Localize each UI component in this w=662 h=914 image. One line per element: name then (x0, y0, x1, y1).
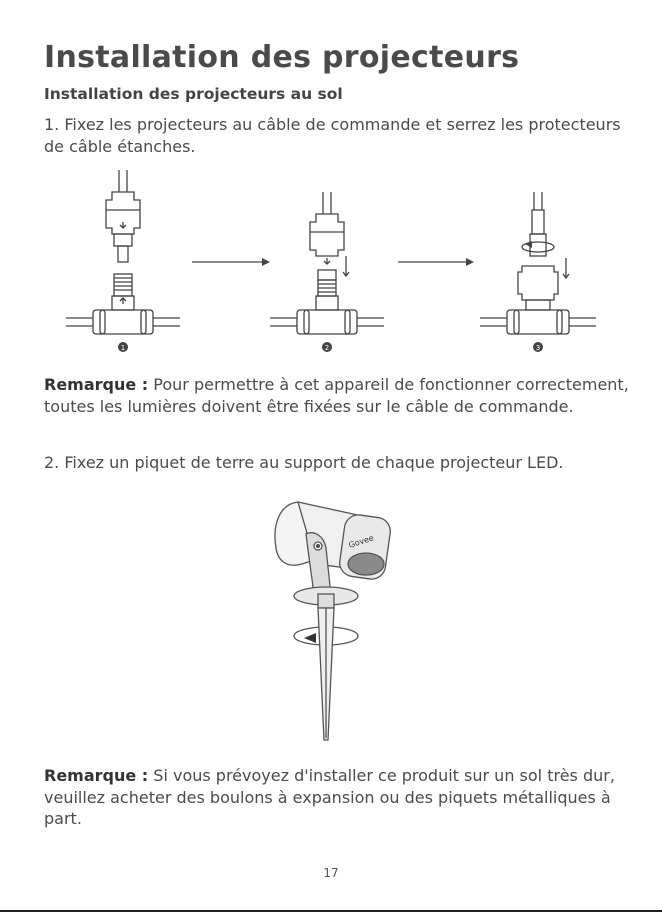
diagram-panel-2 (270, 192, 384, 334)
note-2-label: Remarque : (44, 766, 149, 785)
step-number-icon (533, 342, 543, 352)
brand-logo-text: Govee (347, 533, 375, 550)
step-number-3: 3 (535, 344, 541, 352)
arrow-right-icon (262, 258, 270, 266)
diagram-panel-1 (66, 170, 180, 334)
note-1-text: Pour permettre à cet appareil de fonctionner correctement, toutes les lumières doivent être fixées sur le câble de commande. (44, 375, 629, 416)
step-2-text: 2. Fixez un piquet de terre au support de chaque projecteur LED. (44, 453, 564, 472)
rotate-arrow-icon (304, 633, 316, 643)
step-number-2: 2 (324, 344, 330, 352)
step-number-1: 1 (120, 344, 126, 352)
bottom-rule (0, 910, 662, 912)
section-subtitle: Installation des projecteurs au sol (44, 85, 343, 103)
connection-diagram (0, 170, 662, 360)
step-number-icon (322, 342, 332, 352)
diagram-panel-3 (480, 192, 596, 334)
projector-stake-illustration (250, 490, 400, 750)
rotate-arrow-icon (525, 241, 532, 248)
page-title: Installation des projecteurs (44, 40, 520, 75)
note-1 (44, 374, 644, 417)
arrow-right-icon (466, 258, 474, 266)
step-number-icon (118, 342, 128, 352)
step-1-text: 1. Fixez les projecteurs au câble de commande et serrez les protecteurs de câble étanches. (44, 115, 621, 156)
note-2 (44, 765, 644, 830)
note-2-text: Si vous prévoyez d'installer ce produit sur un sol très dur, veuillez acheter des boulons à expansion ou des piquets métalliques à part. (44, 766, 615, 828)
note-1-label: Remarque : (44, 375, 149, 394)
page-number: 17 (323, 866, 339, 880)
